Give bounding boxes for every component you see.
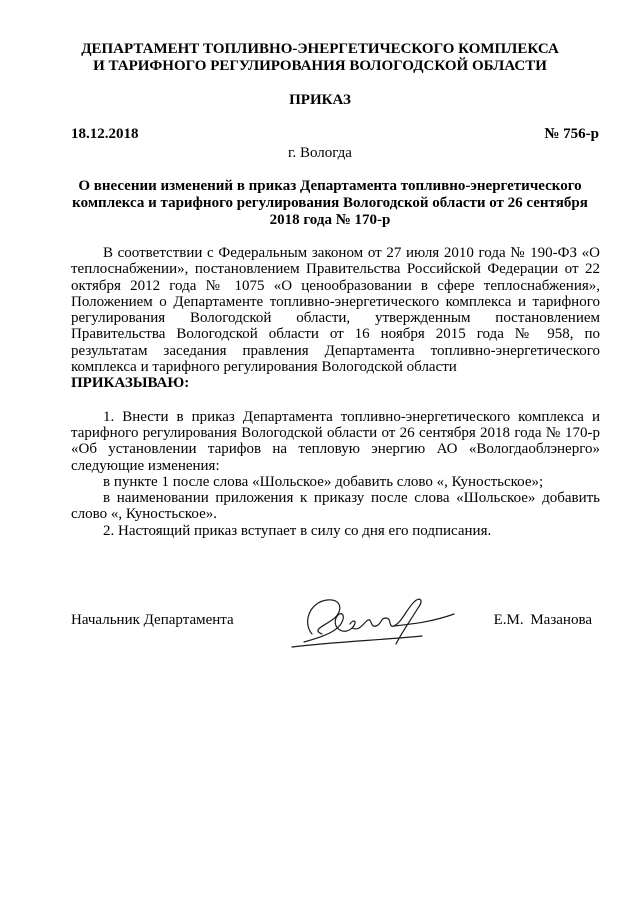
order-subject: О внесении изменений в приказ Департамента топливно-энергетического комплекса и тарифного регулирования Вологодской области от 26 сентября 2018 года № 170-р [72, 178, 588, 228]
order-body [71, 245, 600, 539]
signatory-position: Начальник Департамента [71, 612, 234, 628]
handwritten-signature [282, 592, 462, 652]
department-header-line-2: И ТАРИФНОГО РЕГУЛИРОВАНИЯ ВОЛОГОДСКОЙ ОБЛАСТИ [93, 58, 547, 74]
order-date: 18.12.2018 [71, 126, 139, 142]
change-2-paragraph: в наименовании приложения к приказу после слова «Шольское» добавить слово «, Куностьское». [71, 490, 600, 523]
department-header [0, 41, 640, 75]
document-type: ПРИКАЗ [289, 92, 351, 108]
preamble-paragraph: В соответствии с Федеральным законом от 27 июля 2010 года № 190-ФЗ «О теплоснабжении», постановлением Правительства Российской Федерации от 22 октября 2012 года № 1075 «О ценообразовании в сфере теплоснабжения», Положением о Департаменте топливно-энергетического комплекса и тарифного регулирования Вологодской области, утвержденным постановлением Правительства Вологодской области от 16 ноября 2015 года № 958, по результатам заседания правления Департамента топливно-энергетического комплекса и тарифного регулирования Вологодской области [71, 245, 600, 376]
order-number: № 756-р [544, 126, 599, 142]
signatory-name: Е.М. Мазанова [493, 612, 592, 628]
department-header-line-1: ДЕПАРТАМЕНТ ТОПЛИВНО-ЭНЕРГЕТИЧЕСКОГО КОМПЛЕКСА [81, 41, 559, 57]
change-1-paragraph: в пункте 1 после слова «Шольское» добавить слово «, Куностьское»; [103, 473, 544, 490]
item-1-paragraph: 1. Внести в приказ Департамента топливно-энергетического комплекса и тарифного регулирования Вологодской области от 26 сентября 2018 года № 170-р «Об установлении тарифов на тепловую энергию АО «Вологдаоблэнерго» следующие изменения: [71, 408, 600, 474]
ordered-heading: ПРИКАЗЫВАЮ: [71, 375, 190, 392]
issue-city: г. Вологда [288, 145, 352, 161]
item-2-paragraph: 2. Настоящий приказ вступает в силу со дня его подписания. [103, 522, 492, 539]
